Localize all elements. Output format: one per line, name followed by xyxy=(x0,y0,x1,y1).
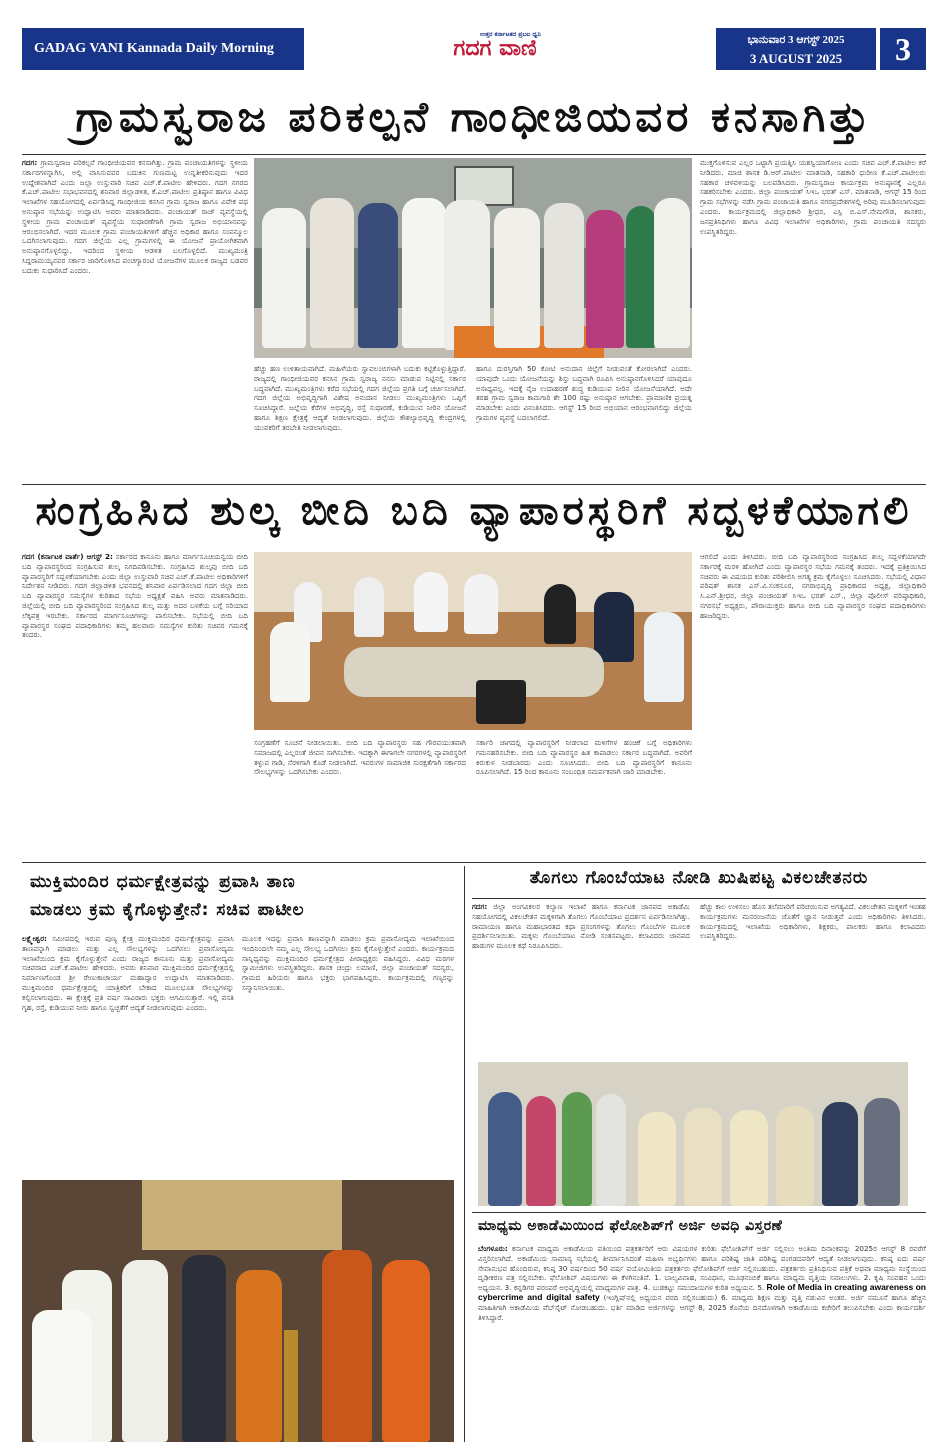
divider xyxy=(472,898,926,899)
story4-headline: ತೊಗಲು ಗೊಂಬೆಯಾಟ ನೋಡಿ ಖುಷಿಪಟ್ಟ ವಿಕಲಚೇತನರು xyxy=(529,868,869,888)
person xyxy=(526,1096,556,1206)
camera xyxy=(476,680,526,724)
divider xyxy=(472,1212,926,1213)
story1-col3: ಹಾಗೂ ದುರಸ್ತಿಗಾಗಿ 50 ಕೋಟಿ ಅನುದಾನ ಜಿಲ್ಲೆಗೆ ನೀಡುವಂತೆ ಕೋರಲಾಗಿದೆ ಎಂದರು. ಯಾವುದೇ ಒಂದು ಯೋಜನೆಯನ್ನು ಶಿಸ್ತು ಬದ್ಧವಾಗಿ ರೂಪಿಸಿ ಅನುಷ್ಠಾನಗೊಳಿಸಿದರೆ ಯಾವುದೂ ಅಸಾಧ್ಯವಲ್ಲ. ಇದಕ್ಕೆ ನೈಜ ಉದಾಹರಣೆ ಶುದ್ಧ ಕುಡಿಯುವ ನೀರಿನ ಯೋಜನೆಯಾಗಿದೆ. ಅದೇ ತರಹ ಗ್ರಾಮ ಸ್ವರಾಜ ಕಾಮಗಾರಿ ಶೇ 100 ರಷ್ಟು ಅನುಷ್ಠಾನ ಆಗಬೇಕು. ಪ್ರಾಮಾಣಿಕ ಪ್ರಯತ್ನ ಮಾಡಬೇಕು ಎಂದು ವಿನಂತಿಸಿದರು. ಆಗಸ್ಟ್ 15 ರಿಂದ ಅಭಿಯಾನ ಆರಂಭವಾಗಲಿದ್ದು ಜಿಲ್ಲೆಯ ಗ್ರಾಮಗಳ ವ್ಯವಸ್ಥೆ ಬದಲಾಗಲಿದೆ. xyxy=(476,364,692,422)
person xyxy=(322,1250,372,1442)
meeting-table xyxy=(344,647,604,697)
story1-headline: ಗ್ರಾಮಸ್ವರಾಜ ಪರಿಕಲ್ಪನೆ ಗಾಂಧೀಜಿಯವರ ಕನಸಾಗಿತ್ತು xyxy=(75,92,873,141)
person xyxy=(310,198,354,348)
person xyxy=(586,210,624,348)
person xyxy=(730,1110,768,1206)
lamp xyxy=(284,1330,298,1442)
story2-dateline: ಗದಗ (ಕರ್ನಾಟಕ ವಾರ್ತೆ) ಆಗಸ್ಟ್ 2: xyxy=(22,552,113,561)
story5-dateline: ಬೆಂಗಳೂರು: xyxy=(478,1244,508,1253)
column-divider xyxy=(464,866,465,1442)
person xyxy=(596,1094,626,1206)
story3-col1-text: ಸಮೀಪದಲ್ಲಿ ಇರುವ ಪುಣ್ಯ ಕ್ಷೇತ್ರ ಮುಕ್ತಿಮಂದಿರ ಧರ್ಮಕ್ಷೇತ್ರವನ್ನು ಪ್ರವಾಸಿ ತಾಣವನ್ನಾಗಿ ಮಾಡಲು ಮತ್ತು ಎಲ್ಲ ಸೌಲಭ್ಯಗಳನ್ನು ಒದಗಿಸಲು ಪ್ರವಾಸೋದ್ಯಮ ಇಲಾಖೆಯಿಂದ ಕ್ರಮ ಕೈಗೊಳ್ಳುತ್ತೇನೆ ಎಂದು ರಾಜ್ಯದ ಕಾನೂನು ಮತ್ತು ಪ್ರವಾಸೋದ್ಯಮ ಸಚಿವರಾದ ಎಚ್.ಕೆ.ಪಾಟೀಲ ಹೇಳಿದರು. ಅವರು ಶನಿವಾರ ಮುಕ್ತಿಮಂದಿರ ಧರ್ಮಕ್ಷೇತ್ರದಲ್ಲಿ ನಿರ್ಮಾಣಗೊಂಡ ಶ್ರೀ ರೇಣುಕಾಚಾರ್ಯ ಮಹಾದ್ವಾರ ಉದ್ಘಾಟಿಸಿ ಮಾತನಾಡಿದರು. ಮುಕ್ತಿಮಂದಿರ ಧರ್ಮಕ್ಷೇತ್ರದಲ್ಲಿ ಯಾತ್ರಿಕರಿಗೆ ಬೇಕಾದ ಮೂಲಭೂತ ಸೌಲಭ್ಯಗಳನ್ನು ಕಲ್ಪಿಸಲಾಗುವುದು. ಈ ಕ್ಷೇತ್ರಕ್ಕೆ ಪ್ರತಿ ವರ್ಷ ಸಾವಿರಾರು ಭಕ್ತರು ಆಗಮಿಸುತ್ತಾರೆ. ಇಲ್ಲಿ ವಸತಿ ಗೃಹ, ರಸ್ತೆ, ಕುಡಿಯುವ ನೀರು ಹಾಗೂ ಸ್ವಚ್ಛತೆಗೆ ಆದ್ಯತೆ ನೀಡಲಾಗುವುದು ಎಂದರು. xyxy=(22,934,234,1012)
story3-headline-line2: ಮಾಡಲು ಕ್ರಮ ಕೈಗೊಳ್ಳುತ್ತೇನೆ: ಸಚಿವ ಪಾಟೀಲ xyxy=(30,900,305,920)
story1-photo xyxy=(254,158,692,358)
person xyxy=(684,1108,722,1206)
person xyxy=(864,1098,900,1206)
story5-english-phrase: Role of Media in creating awareness on cybercrime and digital safety xyxy=(478,1282,926,1302)
person xyxy=(464,574,498,634)
story4-col1-text: ಜಿಲ್ಲಾ ಅಂಗವಿಕಲರ ಕಲ್ಯಾಣ ಇಲಾಖೆ ಹಾಗೂ ಕರ್ನಾಟಕ ಜಾನಪದ ಅಕಾಡೆಮಿ ಸಹಯೋಗದಲ್ಲಿ ವಿಕಲಚೇತನ ಮಕ್ಕಳಿಗಾಗಿ ತೊಗಲು ಗೊಂಬೆಯಾಟ ಪ್ರದರ್ಶನ ಏರ್ಪಡಿಸಲಾಗಿತ್ತು. ರಾಮಾಯಣ ಹಾಗೂ ಮಹಾಭಾರತದ ಕಥಾ ಪ್ರಸಂಗಗಳನ್ನು ತೊಗಲು ಗೊಂಬೆಗಳ ಮೂಲಕ ಪ್ರದರ್ಶಿಸಲಾಯಿತು. ಮಕ್ಕಳು ಗೊಂಬೆಯಾಟ ನೋಡಿ ಸಂತಸಪಟ್ಟರು. ಕಲಾವಿದರು ಜಾನಪದ ಹಾಡುಗಳ ಮೂಲಕ ಕಥೆ ನಿರೂಪಿಸಿದರು. xyxy=(472,902,690,951)
story2-col2: ಸಂಗ್ರಹಣೆಗೆ ಸೂಚನೆ ನೀಡಲಾಯಿತು. ಬೀದಿ ಬದಿ ವ್ಯಾಪಾರಸ್ಥರು ಸಹ ಗೌರವಯುತವಾಗಿ ಸಮಾಜದಲ್ಲಿ ಎಲ್ಲರಂತೆ ಜೀವನ ಸಾಗಿಸಬೇಕು. ಇದಕ್ಕಾಗಿ ಈಗಾಗಲೇ ನಗರಗಳಲ್ಲಿ ವ್ಯಾಪಾರಸ್ಥರಿಗೆ ತಳ್ಳುವ ಗಾಡಿ, ನೆರಳಿಗಾಗಿ ಕೊಡೆ ನೀಡಲಾಗಿದೆ. ಇವರುಗಳ ಸಾಮಾಜಿಕ ಸುರಕ್ಷತೆಗಾಗಿ ಸರ್ಕಾರದ ಸೌಲಭ್ಯಗಳನ್ನು ಒದಗಿಸಬೇಕು ಎಂದರು. xyxy=(254,738,466,777)
logo-text: ಗದಗ ವಾಣಿ xyxy=(453,36,537,61)
story2-col1-text: ಸರ್ಕಾರದ ಕಾನೂನು ಹಾಗೂ ಮಾರ್ಗಸೂಚಿಯನ್ವಯ ಬೀದಿ ಬದಿ ವ್ಯಾಪಾರಸ್ಥರಿಂದ ಸಂಗ್ರಹಿಸುವ ಶುಲ್ಕ ನಿಗದಿಪಡಿಸಬೇಕು. ಸಂಗ್ರಹಿಸಿದ ಶುಲ್ಕವು ಬೀದಿ ಬದಿ ವ್ಯಾಪಾರಸ್ಥರಿಗೆ ಸದ್ಬಳಕೆಯಾಗಬೇಕು ಎಂದು ಜಿಲ್ಲಾ ಉಸ್ತುವಾರಿ ಸಚಿವ ಎಚ್.ಕೆ.ಪಾಟೀಲ ಅಧಿಕಾರಿಗಳಿಗೆ ನಿರ್ದೇಶನ ನೀಡಿದರು. ಗದಗ ಜಿಲ್ಲಾಡಳಿತ ಭವನದಲ್ಲಿ ಶನಿವಾರ ಏರ್ಪಡಿಸಲಾದ ಗದಗ ಜಿಲ್ಲಾ ಬೀದಿ ಬದಿ ವ್ಯಾಪಾರಸ್ಥರ ಸಮಸ್ಯೆಗಳ ಕುರಿತಾದ ಸಭೆಯ ಅಧ್ಯಕ್ಷತೆ ವಹಿಸಿ ಅವರು ಮಾತನಾಡಿದರು. ಜಿಲ್ಲೆಯಲ್ಲಿ ಬೀದಿ ಬದಿ ವ್ಯಾಪಾರಸ್ಥರಿಂದ ಸಂಗ್ರಹಿಸಿದ ಶುಲ್ಕ ಮತ್ತು ಅದರ ಬಳಕೆಯ ಬಗ್ಗೆ ಸರಿಯಾದ ಲೆಕ್ಕಪತ್ರ ಇರಬೇಕು. ಸರ್ಕಾರದ ಮಾರ್ಗಸೂಚಿಗಳನ್ನು ಪಾಲಿಸಬೇಕು. ಸಭೆಯಲ್ಲಿ ಬೀದಿ ಬದಿ ವ್ಯಾಪಾರಸ್ಥರ ಸಂಘದ ಪದಾಧಿಕಾರಿಗಳು ತಮ್ಮ ಹಲವಾರು ಸಮಸ್ಯೆಗಳ ಕುರಿತು ಸಚಿವರ ಗಮನಕ್ಕೆ ತಂದರು. xyxy=(22,552,248,640)
story4-dateline: ಗದಗ: xyxy=(472,902,488,911)
person xyxy=(236,1270,282,1442)
masthead xyxy=(22,28,926,70)
page-number: 3 xyxy=(880,28,926,70)
person xyxy=(822,1102,858,1206)
person xyxy=(354,577,384,637)
divider xyxy=(22,154,926,155)
story4-col1 xyxy=(472,902,690,1056)
paper-name: GADAG VANI Kannada Daily Morning xyxy=(22,28,304,70)
story4-photo xyxy=(478,1062,908,1206)
divider xyxy=(22,862,926,863)
story1-col1-text: ಗ್ರಾಮಸ್ವರಾಜ ಪರಿಕಲ್ಪನೆ ಗಾಂಧೀಜಿಯವರ ಕನಸಾಗಿತ್ತು. ಗ್ರಾಮ ಪಂಚಾಯತಿಗಳನ್ನು ಸ್ಥಳೀಯ ಸರ್ಕಾರಗಳನ್ನಾಗಿಸಿ, ಅಲ್ಲಿ ವಾಸಿಸುವವರ ಬದುಕಿನ ಗುಣಮಟ್ಟ ಉನ್ನತೀಕರಿಸುವುದು ಇದರ ಉದ್ದೇಶವಾಗಿದೆ ಎಂದು ಜಲ್ಲಾ ಉಸ್ತುವಾರಿ ಸಚಿವ ಎಚ್.ಕೆ.ಪಾಟೀಲ ಹೇಳಿದರು. ಗದಗ ನಗರದ ಕೆ.ಎಚ್.ಪಾಟೀಲ ಸಭಾಭವನದಲ್ಲಿ ಶನಿವಾರ ಜಿಲ್ಲಾಡಳಿತ, ಕೆ.ಎಚ್.ಪಾಟೀಲ ಪ್ರತಿಷ್ಠಾನ ಹಾಗೂ ವಿವಿಧ ಇಲಾಖೆಗಳ ಸಹಯೋಗದಲ್ಲಿ ಏರ್ಪಡಿಸಿದ್ದ ಗಾಂಧೀಜಿಯ ಕನಸಿನ ಗ್ರಾಮ ಸ್ವರಾಜ ಹಾಗೂ ವಿವೇಕ ಪಥ ಅನುಷ್ಠಾನ ಸಭೆಯನ್ನು ಉದ್ಘಾಟಿಸಿ ಅವರು ಮಾತನಾಡಿದರು. ಪಂಚಾಯತ್ ರಾಜ್ ವ್ಯವಸ್ಥೆಯಲ್ಲಿ ಸ್ಥಳೀಯ ಗ್ರಾಮ ಪಂಚಾಯತ್ ವ್ಯವಸ್ಥೆಯ ಸುಧಾರಣೆಗಾಗಿ ಗ್ರಾಮ ಸ್ವರಾಜ ಅಭಿಯಾನವನ್ನು ಆರಂಭಿಸಲಾಗಿದೆ. ಇದರ ಮೂಲಕ ಗ್ರಾಮ ಪಂಚಾಯತಿಗಳಿಗೆ ಹೆಚ್ಚಿನ ಅಧಿಕಾರ ಹಾಗೂ ಸಂಪನ್ಮೂಲ ಒದಗಿಸಲಾಗುವುದು. ಗದಗ ಜಿಲ್ಲೆಯ ಎಲ್ಲ ಗ್ರಾಮಗಳಲ್ಲಿ ಈ ಯೋಜನೆ ಪ್ರಾಯೋಗಿಕವಾಗಿ ಅನುಷ್ಠಾನಗೊಳ್ಳಲಿದ್ದು, ಇದರಿಂದ ಸ್ಥಳೀಯ ಆಡಳಿತ ಬಲಗೊಳ್ಳಲಿದೆ. ಮುಖ್ಯಮಂತ್ರಿ ಸಿದ್ದರಾಮಯ್ಯನವರ ಸರ್ಕಾರ ಜಾರಿಗೊಳಿಸಿದ ಪಂಚಗ್ಯಾರಂಟಿ ಯೋಜನೆಗಳ ಮೂಲಕ ರಾಜ್ಯದ ಬಡವರ ಬದುಕು ಸುಧಾರಿಸಿದೆ ಎಂದರು. xyxy=(22,158,248,275)
person xyxy=(644,612,684,702)
logo-tagline: ಉತ್ತರ ಕರ್ನಾಟಕದ ಪ್ರಬಲ ಧ್ವನಿ xyxy=(480,31,541,38)
story3-dateline: ಲಕ್ಷ್ಮೇಶ್ವರ: xyxy=(22,934,47,943)
story3-photo xyxy=(22,1180,454,1442)
person xyxy=(494,208,540,348)
person xyxy=(544,584,576,644)
paper-logo xyxy=(420,30,570,68)
story5-text: ಕರ್ನಾಟಕ ಮಾಧ್ಯಮ ಅಕಾಡೆಮಿಯ ವತಿಯಿಂದ ಪತ್ರಕರ್ತರಿಗೆ ಆರು ವಿಷಯಗಳ ಕುರಿತು ಫೆಲೋಶಿಪ್‌ಗೆ ಅರ್ಜಿ ಸಲ್ಲಿಸಲು ಅಂತಿಮ ದಿನಾಂಕವನ್ನು 2025ರ ಆಗಸ್ಟ್ 8 ರವರೆಗೆ ವಿಸ್ತರಿಸಲಾಗಿದೆ. ಅಕಾಡೆಮಿಯ ಸಾಮಾನ್ಯ ಸಭೆಯಲ್ಲಿ ತೀರ್ಮಾನಿಸಿದಂತೆ ಮಹಿಳಾ ಅಭ್ಯರ್ಥಿಗಳು ಹಾಗೂ ಪರಿಶಿಷ್ಟ ಜಾತಿ ಪರಿಶಿಷ್ಟ ಪಂಗಡದವರಿಗೆ ಆದ್ಯತೆ ನೀಡಲಾಗುವುದು. ಕನಿಷ್ಠ ಐದು ವರ್ಷ ಸೇವಾನುಭವ ಹೊಂದಿರುವ, ಕನಿಷ್ಠ 30 ವರ್ಷದಿಂದ 50 ವರ್ಷ ವಯೋಮಿತಿಯ ಪತ್ರಕರ್ತರು ಫೆಲೋಶಿಪ್‌ಗೆ ಅರ್ಜಿ ಸಲ್ಲಿಸಬಹುದು. ಪತ್ರಕರ್ತರು ಪ್ರತಿನಿಧಿಸುವ ಪತ್ರಿಕೆ ಅಥವಾ ಮಾಧ್ಯಮ ಸಂಸ್ಥೆಯಿಂದ ದೃಢೀಕರಣ ಪತ್ರ ಸಲ್ಲಿಸಬೇಕು. ಫೆಲೋಶಿಪ್ ವಿಷಯಗಳು ಈ ಕೆಳಗಿನಂತಿವೆ. 1. ಬಾಲ್ಯವಿವಾಹ, ಸಂವಿಧಾನ, ಮೂಢನಂಬಿಕೆ ಹಾಗೂ ಮಾಧ್ಯಮ ವೃತ್ತಿಯ ಸವಾಲುಗಳು. 2. ಕೃಷಿ ಸಂವಹನ ಒಂದು ಅಧ್ಯಯನ. 3. ಕನ್ನಡಿಗರ ಪರಂಪರೆ ಅಭಿವೃದ್ಧಿಯಲ್ಲಿ ಮಾಧ್ಯಮಗಳ ಪಾತ್ರ. 4. ಬುಡಕಟ್ಟು ಸಮುದಾಯಗಳ ಕುರಿತ ಅಧ್ಯಯನ. 5. xyxy=(478,1244,926,1293)
story2-headline: ಸಂಗ್ರಹಿಸಿದ ಶುಲ್ಕ ಬೀದಿ ಬದಿ ವ್ಯಾಪಾರಸ್ಥರಿಗೆ ಸದ್ಬಳಕೆಯಾಗಲಿ xyxy=(35,488,913,534)
person xyxy=(488,1092,522,1206)
date-kannada: ಭಾನುವಾರ 3 ಆಗಸ್ಟ್ 2025 xyxy=(747,34,845,46)
story2-photo xyxy=(254,552,692,730)
person xyxy=(594,592,634,662)
person xyxy=(626,206,656,348)
person xyxy=(414,572,448,632)
issue-date xyxy=(716,28,876,70)
story5-headline: ಮಾಧ್ಯಮ ಅಕಾಡೆಮಿಯಿಂದ ಫೆಲೋಶಿಪ್‌ಗೆ ಅರ್ಜಿ ಅವಧಿ ವಿಸ್ತರಣೆ xyxy=(478,1218,783,1234)
person xyxy=(562,1092,592,1206)
person xyxy=(270,622,310,702)
person xyxy=(544,203,584,348)
person xyxy=(402,198,446,348)
person xyxy=(382,1260,430,1442)
banner xyxy=(142,1180,342,1250)
person xyxy=(776,1106,814,1206)
story1-col1 xyxy=(22,158,248,480)
person xyxy=(32,1310,92,1442)
story2-col1 xyxy=(22,552,248,858)
story5-tail: (ಇಂಗ್ಲಿಷ್‌ನಲ್ಲಿ ಅಧ್ಯಯನ ವರದಿ ಸಲ್ಲಿಸಬಹುದು) 6. ಮಾಧ್ಯಮ ಶಿಕ್ಷಣ ಮತ್ತು ವೃತ್ತಿ ನಡುವಿನ ಅಂತರ. ಅರ್ಜಿ ನಮೂನೆ ಹಾಗೂ ಹೆಚ್ಚಿನ ಮಾಹಿತಿಗಾಗಿ ಅಕಾಡೆಮಿಯ ವೆಬ್‌ಸೈಟ್ ನೋಡಬಹುದು. ಭರ್ತಿ ಮಾಡಿದ ಅರ್ಜಿಗಳನ್ನು ಆಗಸ್ಟ್ 8, 2025 ಕೊನೆಯ ದಿನದೊಳಗಾಗಿ ಅಕಾಡೆಮಿಯ ಕಚೇರಿಗೆ ತಲುಪಿಸಬೇಕು ಎಂದು ಕಾರ್ಯದರ್ಶಿ ತಿಳಿಸಿದ್ದಾರೆ. xyxy=(478,1292,926,1322)
story3-col2: ಮೂಲಕ ಇದನ್ನು ಪ್ರವಾಸಿ ತಾಣವನ್ನಾಗಿ ಮಾಡಲು ಕ್ರಮ ಪ್ರವಾಸೋದ್ಯಮ ಇಲಾಖೆಯಿಂದ ಇಂದಿನಿಂದಲೇ ನಮ್ಮ ಎಲ್ಲ ಸೌಲಭ್ಯ ಒದಗಿಸಲು ಕ್ರಮ ಕೈಗೊಳ್ಳುತ್ತೇನೆ ಎಂದರು. ಕಾರ್ಯಕ್ರಮದ ಸಾನ್ನಿಧ್ಯವನ್ನು ಮುಕ್ತಿಮಂದಿರ ಧರ್ಮಕ್ಷೇತ್ರದ ಪೀಠಾಧ್ಯಕ್ಷರು ವಹಿಸಿದ್ದರು. ವಿವಿಧ ಮಠಗಳ ಸ್ವಾಮೀಜಿಗಳು ಉಪಸ್ಥಿತರಿದ್ದರು. ಶಾಸಕ ಚಂದ್ರು ಲಮಾಣಿ, ಜಿಲ್ಲಾ ಪಂಚಾಯತ್ ಸದಸ್ಯರು, ಗ್ರಾಮದ ಹಿರಿಯರು ಹಾಗೂ ಭಕ್ತರು ಭಾಗವಹಿಸಿದ್ದರು. ಕಾರ್ಯಕ್ರಮದಲ್ಲಿ ಗಣ್ಯರನ್ನು ಸನ್ಮಾನಿಸಲಾಯಿತು. xyxy=(242,934,454,992)
story5-body xyxy=(478,1244,926,1442)
divider xyxy=(22,484,926,485)
story2-col3: ಸರ್ಕಾರಿ ಜಾಗದಲ್ಲಿ ವ್ಯಾಪಾರಸ್ಥರಿಗೆ ನೀಡಲಾದ ಮಳಿಗೆಗಳ ಹಂಚಿಕೆ ಬಗ್ಗೆ ಅಧಿಕಾರಿಗಳು ಗಮನಹರಿಸಬೇಕು. ಬೀದಿ ಬದಿ ವ್ಯಾಪಾರಸ್ಥರ ಹಿತ ಕಾಪಾಡಲು ಸರ್ಕಾರ ಬದ್ಧವಾಗಿದೆ. ಅವರಿಗೆ ಕಿರುಕುಳ ನೀಡಬಾರದು ಎಂದು ಸೂಚಿಸಿದರು. ಬೀದಿ ಬದಿ ವ್ಯಾಪಾರಸ್ಥರಿಗೆ ಕಾನೂನು ರೂಪಿಸಲಾಗಿದೆ. 15 ರಿಂದ ಕಾನೂನು ಸಂಬಂಧಿತ ಸಮರ್ಪಕವಾಗಿ ಜಾರಿ ಮಾಡಬೇಕು. xyxy=(476,738,692,777)
person xyxy=(654,198,690,348)
story1-col2: ಹೆಚ್ಚು ಹಣ ಉಳಿತಾಯವಾಗಿದೆ. ಮಹಿಳೆಯರು ಸ್ವಾವಲಂಬಿಗಳಾಗಿ ಬದುಕು ಕಟ್ಟಿಕೊಳ್ಳುತ್ತಿದ್ದಾರೆ. ರಾಜ್ಯದಲ್ಲಿ ಗಾಂಧೀಜಿಯವರ ಕನಸಿನ ಗ್ರಾಮ ಸ್ವರಾಜ್ಯ ನನಸು ಮಾಡುವ ನಿಟ್ಟಿನಲ್ಲಿ ಸರ್ಕಾರ ಬದ್ಧವಾಗಿದೆ. ಮುಖ್ಯಮಂತ್ರಿಗಳು ಕರೆದ ಸಭೆಯಲ್ಲಿ ಗದಗ ಜಿಲ್ಲೆಯ ಪ್ರಗತಿ ಬಗ್ಗೆ ಚರ್ಚಿಸಲಾಗಿದೆ. ಗದಗ ಜಿಲ್ಲೆಯ ಅಭಿವೃದ್ಧಿಗಾಗಿ ವಿಶೇಷ ಅನುದಾನ ನೀಡಲು ಮುಖ್ಯಮಂತ್ರಿಗಳು ಒಪ್ಪಿಗೆ ಸೂಚಿಸಿದ್ದಾರೆ. ಜಲ್ಲೆಯ ಕೆರೆಗಳ ಅಭಿವೃದ್ಧಿ, ರಸ್ತೆ ಸುಧಾರಣೆ, ಕುಡಿಯುವ ನೀರಿನ ಯೋಜನೆ ಹಾಗೂ ಶಿಕ್ಷಣ ಕ್ಷೇತ್ರಕ್ಕೆ ಆದ್ಯತೆ ನೀಡಲಾಗುವುದು. ಜಿಲ್ಲೆಯ ಕೌಶಲ್ಯಾಭಿವೃದ್ಧಿ ಕೇಂದ್ರಗಳಲ್ಲಿ ಯುವಕರಿಗೆ ತರಬೇತಿ ನೀಡಲಾಗುವುದು. xyxy=(254,364,466,432)
person xyxy=(182,1255,226,1442)
story3-col1 xyxy=(22,934,234,1174)
story1-dateline: ಗದಗ: xyxy=(22,158,38,167)
story4-col2: ಹೆಚ್ಚು ಕಾಲ ಉಳಿಸಲು ಹೊಸ ತಲೆಮಾರಿಗೆ ಪರಿಚಯಿಸುವ ಅಗತ್ಯವಿದೆ. ವಿಕಲಚೇತನ ಮಕ್ಕಳಿಗೆ ಇಂತಹ ಕಾರ್ಯಕ್ರಮಗಳು ಮನರಂಜನೆಯ ಜೊತೆಗೆ ಜ್ಞಾನ ನೀಡುತ್ತವೆ ಎಂದು ಅಧಿಕಾರಿಗಳು ತಿಳಿಸಿದರು. ಕಾರ್ಯಕ್ರಮದಲ್ಲಿ ಇಲಾಖೆಯ ಅಧಿಕಾರಿಗಳು, ಶಿಕ್ಷಕರು, ಪಾಲಕರು ಹಾಗೂ ಕಲಾವಿದರು ಉಪಸ್ಥಿತರಿದ್ದರು. xyxy=(700,902,926,941)
person xyxy=(262,208,306,348)
story2-col4: ಆಗಲಿದೆ ಎಂದು ತಿಳಿಸಿದರು. ಬೀದಿ ಬದಿ ವ್ಯಾಪಾರಸ್ಥರಿಂದ ಸಂಗ್ರಹಿಸಿದ ಶುಲ್ಕ ಸದ್ಬಳಕೆಯಾಗದೇ ಸರ್ಕಾರಕ್ಕೆ ಮರಳಿ ಹೋಗಿದೆ ಎಂದು ವ್ಯಾಪಾರಸ್ಥರ ಸಭೆಯ ಗಮನಕ್ಕೆ ತಂದರು. ಇದಕ್ಕೆ ಪ್ರತಿಕ್ರಿಯಿಸಿದ ಸಚಿವರು ಈ ವಿಷಯದ ಕುರಿತು ಪರಿಶೀಲಿಸಿ ಅಗತ್ಯ ಕ್ರಮ ಕೈಗೊಳ್ಳಲು ಸೂಚಿಸಿದರು. ಸಭೆಯಲ್ಲಿ ವಿಧಾನ ಪರಿಷತ್ ಶಾಸಕ ಎಸ್.ವಿ.ಸಂಕನೂರ, ನಗರಾಭಿವೃದ್ಧಿ ಪ್ರಾಧಿಕಾರದ ಅಧ್ಯಕ್ಷ, ಜಿಲ್ಲಾಧಿಕಾರಿ ಸಿ.ಎನ್.ಶ್ರೀಧರ, ಜಿಲ್ಲಾ ಪಂಚಾಯತ್ ಸಿಇಒ ಭರತ್ ಎಸ್., ಜಿಲ್ಲಾ ಪೊಲೀಸ್ ವರಿಷ್ಠಾಧಿಕಾರಿ, ನಗರಸಭೆ ಅಧ್ಯಕ್ಷರು, ಪೌರಾಯುಕ್ತರು ಹಾಗೂ ಬೀದಿ ಬದಿ ವ್ಯಾಪಾರಸ್ಥರ ಸಂಘದ ಪದಾಧಿಕಾರಿಗಳು ಹಾಜರಿದ್ದರು. xyxy=(700,552,926,620)
story3-headline-line1: ಮುಕ್ತಿಮಂದಿರ ಧರ್ಮಕ್ಷೇತ್ರವನ್ನು ಪ್ರವಾಸಿ ತಾಣ xyxy=(30,872,296,892)
story1-col4: ಮುಕ್ತಗೊಳಿಸುವ ಎಲ್ಲರ ಒಟ್ಟಾಗಿ ಪ್ರಯತ್ನಿಸಿ ಯಶಸ್ವಿಯಾಗೋಣ ಎಂದು ಸಚಿವ ಎಚ್.ಕೆ.ಪಾಟೀಲ ಕರೆ ನೀಡಿದರು. ಮಾಜಿ ಶಾಸಕ ಡಿ.ಆರ್.ಪಾಟೀಲ ಮಾತನಾಡಿ, ಸಹಕಾರಿ ಧುರೀಣ ಕೆ.ಎಚ್.ಪಾಟೀಲರು ಸಹಕಾರ ಚಳವಳಿಯನ್ನು ಬಲಪಡಿಸಿದರು. ಗ್ರಾಮಸ್ವರಾಜ ಕಾರ್ಯಕ್ರಮ ಅನುಷ್ಠಾನಕ್ಕೆ ಎಲ್ಲರೂ ಸಹಕರಿಸಬೇಕು ಎಂದರು. ಜಿಲ್ಲಾ ಪಂಚಾಯತ್ ಸಿಇಒ ಭರತ್ ಎಸ್. ಮಾತನಾಡಿ, ಆಗಸ್ಟ್ 15 ರಿಂದ ಗ್ರಾಮ ಸಭೆಗಳನ್ನು ನಡೆಸಿ ಗ್ರಾಮ ಪಂಚಾಯತಿ ಹಾಗೂ ನಗರಪ್ರದೇಶಗಳಲ್ಲಿ ಅರಿವು ಮೂಡಿಸಲಾಗುವುದು ಎಂದರು. ಕಾರ್ಯಕ್ರಮದಲ್ಲಿ ಜಿಲ್ಲಾಧಿಕಾರಿ ಶ್ರೀಧರ, ಎಸ್ಪಿ ಬಿ.ಎಸ್.ನೇಮಗೌಡ, ಶಾಸಕರು, ಜನಪ್ರತಿನಿಧಿಗಳು ಹಾಗೂ ವಿವಿಧ ಇಲಾಖೆಗಳ ಅಧಿಕಾರಿಗಳು, ಗ್ರಾಮ ಪಂಚಾಯತಿ ಸದಸ್ಯರು ಉಪಸ್ಥಿತರಿದ್ದರು. xyxy=(700,158,926,236)
date-english: 3 AUGUST 2025 xyxy=(749,51,843,66)
person xyxy=(638,1112,676,1206)
person xyxy=(358,203,398,348)
person xyxy=(122,1260,168,1442)
